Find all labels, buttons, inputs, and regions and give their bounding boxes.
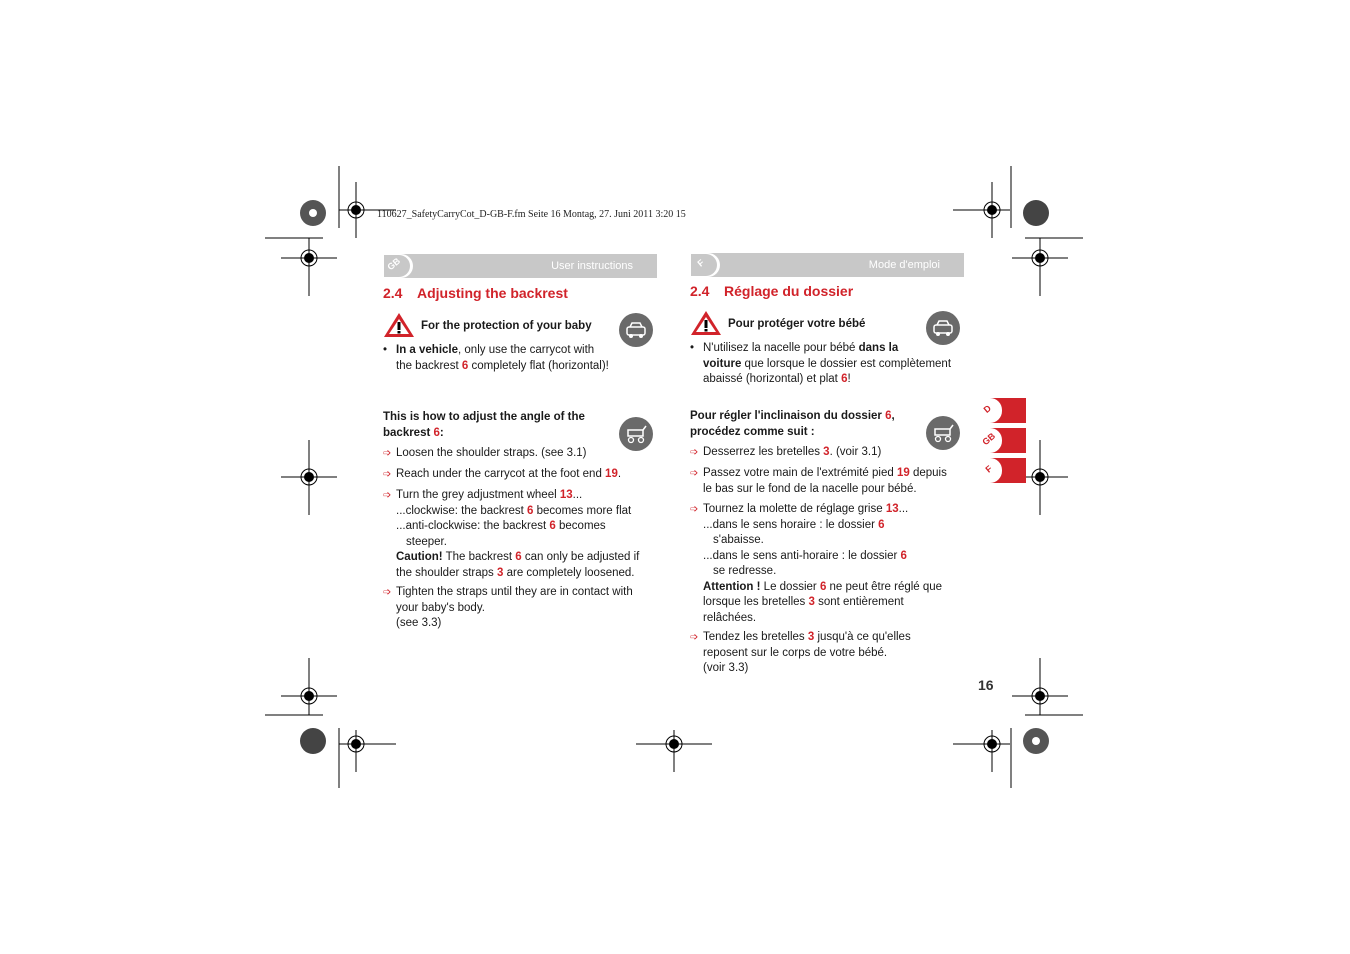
left-band-lang-code: GB bbox=[385, 255, 403, 273]
arrow-right-icon: ➩ bbox=[383, 448, 392, 459]
right-section-title: Réglage du dossier bbox=[724, 283, 854, 299]
arrow-right-icon: ➩ bbox=[383, 469, 392, 480]
left-section-title: Adjusting the backrest bbox=[417, 285, 568, 301]
left-warning-title: For the protection of your baby bbox=[421, 320, 592, 332]
arrow-right-icon: ➩ bbox=[690, 447, 699, 458]
warning-triangle-icon bbox=[383, 312, 415, 338]
left-vehicle-bullet: • In a vehicle, only use the carrycot with the backrest 6 completely flat (horizontal)! bbox=[383, 344, 609, 372]
right-step-2: ➩ Passez votre main de l'extrémité pied 19 depuis le bas sur le fond de la nacelle pour bébé. bbox=[690, 467, 947, 495]
right-section-band bbox=[690, 253, 964, 277]
warning-triangle-icon bbox=[690, 310, 722, 336]
right-step-4: ➩ Tendez les bretelles 3 jusqu'à ce qu'elles reposent sur le corps de votre bébé. (voir 3.3) bbox=[690, 631, 911, 674]
left-howto-heading: This is how to adjust the angle of the backrest 6: bbox=[383, 411, 585, 439]
left-step-3: ➩ Turn the grey adjustment wheel 13... ...clockwise: the backrest 6 becomes more flat ...anti-clockwise: the backrest 6 becomes steeper. Caution! The backrest 6 can only be adjusted if the shoulder straps 3 are completely loosened. bbox=[383, 489, 640, 579]
left-step-4: ➩ Tighten the straps until they are in contact with your baby's body. (see 3.3) bbox=[383, 586, 633, 629]
right-warning-title: Pour protéger votre bébé bbox=[728, 318, 866, 330]
left-section-band bbox=[383, 254, 657, 278]
right-band-lang-code: F bbox=[695, 257, 707, 269]
left-section-number: 2.4 bbox=[383, 285, 403, 301]
arrow-right-icon: ➩ bbox=[690, 504, 699, 515]
right-step-1: ➩ Desserrez les bretelles 3. (voir 3.1) bbox=[690, 445, 881, 461]
left-step-2: ➩ Reach under the carrycot at the foot end 19. bbox=[383, 467, 621, 483]
lang-tab-f[interactable]: F bbox=[978, 458, 1026, 483]
stroller-icon bbox=[619, 417, 653, 451]
stroller-icon bbox=[926, 416, 960, 450]
right-step-3: ➩ Tournez la molette de réglage grise 13... ...dans le sens horaire : le dossier 6 s'abaisse. ...dans le sens anti-horaire : le dossier 6 se redresse. Attention ! Le dossier 6 ne peut être réglé que lorsque les bretelles 3 sont entièrement relâchées. bbox=[690, 503, 943, 624]
arrow-right-icon: ➩ bbox=[383, 490, 392, 501]
car-icon bbox=[926, 311, 960, 345]
left-band-title: User instructions bbox=[551, 260, 633, 272]
arrow-right-icon: ➩ bbox=[690, 632, 699, 643]
right-section-heading bbox=[690, 283, 853, 299]
right-howto-heading: Pour régler l'inclinaison du dossier 6, procédez comme suit : bbox=[690, 410, 895, 438]
arrow-right-icon: ➩ bbox=[383, 587, 392, 598]
page-number: 16 bbox=[978, 677, 994, 693]
right-vehicle-bullet: • N'utilisez la nacelle pour bébé dans la voiture que lorsque le dossier est complètement abaissé (horizontal) et plat 6! bbox=[690, 342, 952, 385]
left-section-heading bbox=[383, 285, 568, 301]
left-step-1: ➩ Loosen the shoulder straps. (see 3.1) bbox=[383, 446, 587, 462]
lang-tab-d[interactable]: D bbox=[978, 398, 1026, 423]
file-header-line: 110627_SafetyCarryCot_D-GB-F.fm Seite 16 Montag, 27. Juni 2011 3:20 15 bbox=[377, 209, 686, 220]
lang-tab-gb[interactable]: GB bbox=[978, 428, 1026, 453]
right-band-title: Mode d'emploi bbox=[868, 259, 940, 271]
arrow-right-icon: ➩ bbox=[690, 468, 699, 479]
right-section-number: 2.4 bbox=[690, 283, 710, 299]
car-icon bbox=[619, 313, 653, 347]
